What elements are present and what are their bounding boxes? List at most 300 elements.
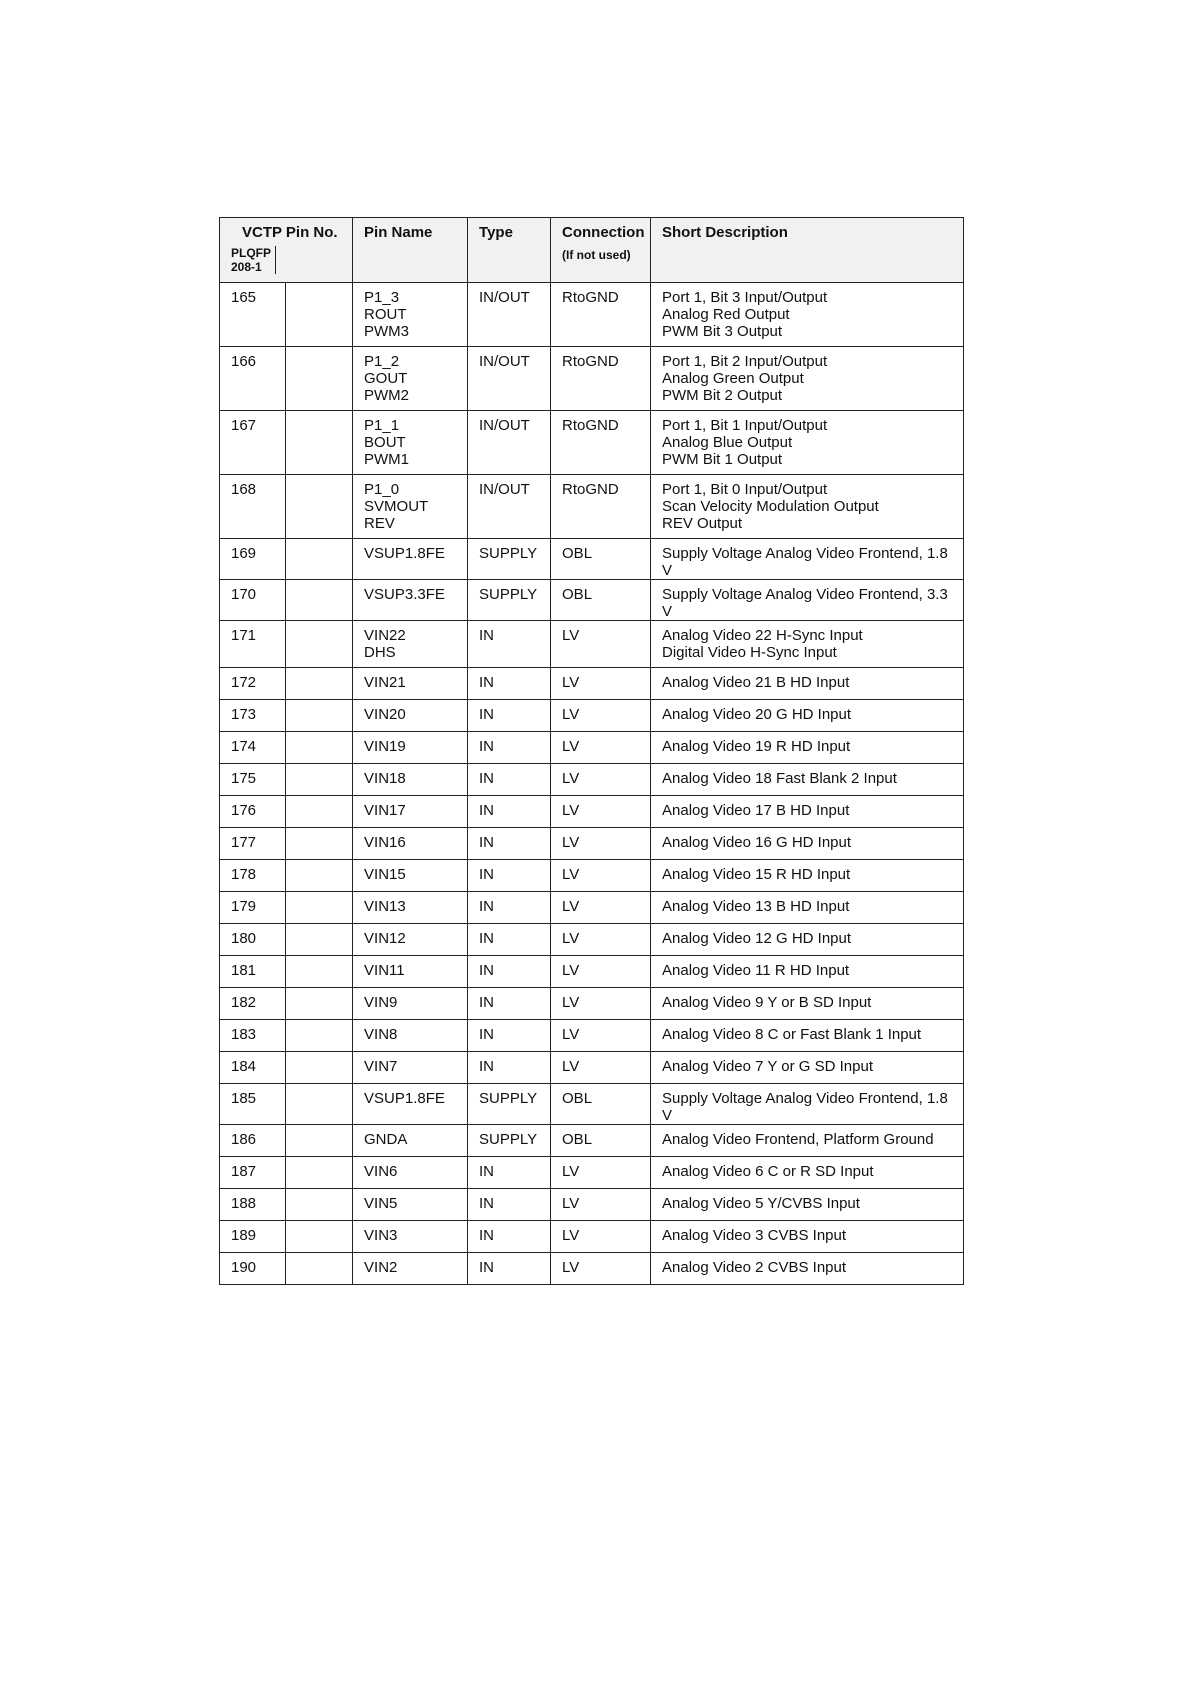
pin-number-text: 182 <box>231 994 257 1011</box>
type-text: IN <box>479 962 495 979</box>
header-connection-label: Connection <box>562 224 645 241</box>
table-row <box>220 475 964 539</box>
plqfp-blank-cell <box>286 1189 353 1221</box>
type-cell <box>468 1189 551 1221</box>
type-text: IN <box>479 706 495 723</box>
type-text: IN <box>479 1058 495 1075</box>
pin-number-cell <box>220 668 286 700</box>
pin-name-cell <box>353 1189 468 1221</box>
pin-number-cell <box>220 828 286 860</box>
pin-name-text: VIN7 <box>364 1058 398 1075</box>
description-cell <box>651 732 964 764</box>
pin-number-cell <box>220 764 286 796</box>
pin-number-text: 190 <box>231 1259 257 1276</box>
pin-number-cell <box>220 621 286 668</box>
description-text: Analog Video 21 B HD Input <box>662 674 850 691</box>
type-cell <box>468 988 551 1020</box>
pin-number-cell <box>220 1125 286 1157</box>
pin-name-cell <box>353 892 468 924</box>
type-cell <box>468 796 551 828</box>
connection-text: LV <box>562 930 580 947</box>
type-text: IN <box>479 930 495 947</box>
connection-cell <box>551 988 651 1020</box>
connection-cell <box>551 668 651 700</box>
pin-name-text: VIN9 <box>364 994 398 1011</box>
plqfp-blank-cell <box>286 700 353 732</box>
pin-name-cell <box>353 347 468 411</box>
pin-number-cell <box>220 860 286 892</box>
pin-number-text: 175 <box>231 770 257 787</box>
pin-name-text: VIN16 <box>364 834 406 851</box>
connection-text: LV <box>562 1163 580 1180</box>
type-text: IN <box>479 738 495 755</box>
pin-number-cell <box>220 539 286 580</box>
description-text: Supply Voltage Analog Video Frontend, 1.8 V <box>662 545 948 579</box>
type-cell <box>468 283 551 347</box>
type-cell <box>468 924 551 956</box>
plqfp-blank-cell <box>286 892 353 924</box>
type-text: IN/OUT <box>479 289 530 306</box>
plqfp-blank-cell <box>286 1125 353 1157</box>
pin-name-text: P1_2 GOUT PWM2 <box>364 353 410 404</box>
header-plqfp-label: PLQFP 208-1 <box>231 246 276 274</box>
description-cell <box>651 828 964 860</box>
description-cell <box>651 1052 964 1084</box>
description-cell <box>651 700 964 732</box>
pin-number-cell <box>220 347 286 411</box>
pin-name-cell <box>353 1157 468 1189</box>
description-text: Analog Video 19 R HD Input <box>662 738 851 755</box>
pin-name-cell <box>353 668 468 700</box>
pin-name-text: P1_3 ROUT PWM3 <box>364 289 410 340</box>
header-row <box>220 218 964 283</box>
pin-name-text: VIN3 <box>364 1227 398 1244</box>
pin-number-text: 185 <box>231 1090 257 1107</box>
pin-name-cell <box>353 1052 468 1084</box>
pin-number-text: 183 <box>231 1026 257 1043</box>
connection-cell <box>551 796 651 828</box>
pin-name-cell <box>353 1221 468 1253</box>
pin-number-cell <box>220 924 286 956</box>
description-text: Analog Video 16 G HD Input <box>662 834 852 851</box>
connection-cell <box>551 1157 651 1189</box>
table-row <box>220 828 964 860</box>
table-row <box>220 1157 964 1189</box>
plqfp-blank-cell <box>286 539 353 580</box>
plqfp-blank-cell <box>286 860 353 892</box>
connection-text: LV <box>562 898 580 915</box>
pin-number-text: 186 <box>231 1131 257 1148</box>
description-text: Supply Voltage Analog Video Frontend, 1.8 V <box>662 1090 948 1124</box>
description-text: Port 1, Bit 3 Input/Output Analog Red Output PWM Bit 3 Output <box>662 289 828 340</box>
type-cell <box>468 1052 551 1084</box>
header-connection-sub: (If not used) <box>562 248 631 262</box>
connection-text: LV <box>562 674 580 691</box>
description-cell <box>651 621 964 668</box>
type-text: IN/OUT <box>479 417 530 434</box>
plqfp-blank-cell <box>286 475 353 539</box>
connection-cell <box>551 764 651 796</box>
type-cell <box>468 1125 551 1157</box>
pin-name-text: P1_1 BOUT PWM1 <box>364 417 410 468</box>
connection-cell <box>551 475 651 539</box>
header-short-description: Short Description <box>651 218 964 283</box>
connection-text: LV <box>562 627 580 644</box>
pin-number-text: 174 <box>231 738 257 755</box>
connection-cell <box>551 828 651 860</box>
description-cell <box>651 411 964 475</box>
type-cell <box>468 732 551 764</box>
connection-cell <box>551 411 651 475</box>
pin-number-text: 169 <box>231 545 257 562</box>
table-row <box>220 796 964 828</box>
pin-name-text: VSUP1.8FE <box>364 1090 445 1107</box>
description-cell <box>651 475 964 539</box>
type-text: IN <box>479 834 495 851</box>
pin-number-text: 184 <box>231 1058 257 1075</box>
pin-name-text: VSUP1.8FE <box>364 545 445 562</box>
table-row <box>220 860 964 892</box>
type-text: IN <box>479 1259 495 1276</box>
connection-cell <box>551 1125 651 1157</box>
type-cell <box>468 580 551 621</box>
pin-number-cell <box>220 1084 286 1125</box>
table-row <box>220 1125 964 1157</box>
connection-text: RtoGND <box>562 289 619 306</box>
plqfp-blank-cell <box>286 1084 353 1125</box>
connection-text: LV <box>562 866 580 883</box>
plqfp-blank-cell <box>286 1157 353 1189</box>
type-cell <box>468 1253 551 1285</box>
plqfp-blank-cell <box>286 1052 353 1084</box>
description-cell <box>651 796 964 828</box>
table-row <box>220 892 964 924</box>
header-vctp-pin-no <box>220 218 353 283</box>
type-text: IN <box>479 627 495 644</box>
pin-number-text: 179 <box>231 898 257 915</box>
pin-name-text: VIN8 <box>364 1026 398 1043</box>
pin-name-cell <box>353 732 468 764</box>
connection-text: LV <box>562 706 580 723</box>
pin-name-cell <box>353 1253 468 1285</box>
pin-table <box>219 217 964 1285</box>
connection-cell <box>551 700 651 732</box>
description-cell <box>651 1221 964 1253</box>
description-text: Analog Video 17 B HD Input <box>662 802 850 819</box>
pin-name-cell <box>353 283 468 347</box>
description-text: Analog Video 7 Y or G SD Input <box>662 1058 873 1075</box>
pin-number-cell <box>220 1221 286 1253</box>
table-row <box>220 732 964 764</box>
pin-number-cell <box>220 956 286 988</box>
plqfp-blank-cell <box>286 283 353 347</box>
type-cell <box>468 1084 551 1125</box>
description-cell <box>651 956 964 988</box>
connection-cell <box>551 1052 651 1084</box>
header-type: Type <box>468 218 551 283</box>
description-text: Analog Video 12 G HD Input <box>662 930 852 947</box>
pin-number-cell <box>220 1020 286 1052</box>
type-text: SUPPLY <box>479 586 538 603</box>
table-row <box>220 1189 964 1221</box>
connection-cell <box>551 1221 651 1253</box>
connection-cell <box>551 732 651 764</box>
pin-name-text: VIN17 <box>364 802 406 819</box>
description-text: Port 1, Bit 0 Input/Output Scan Velocity Modulation Output REV Output <box>662 481 879 532</box>
plqfp-blank-cell <box>286 621 353 668</box>
type-cell <box>468 892 551 924</box>
description-cell <box>651 1084 964 1125</box>
pin-name-cell <box>353 796 468 828</box>
plqfp-blank-cell <box>286 764 353 796</box>
pin-name-text: VIN2 <box>364 1259 398 1276</box>
type-cell <box>468 700 551 732</box>
connection-text: LV <box>562 994 580 1011</box>
pin-number-text: 176 <box>231 802 257 819</box>
table-row <box>220 764 964 796</box>
connection-cell <box>551 892 651 924</box>
pin-name-text: VIN12 <box>364 930 406 947</box>
plqfp-blank-cell <box>286 956 353 988</box>
description-text: Analog Video 22 H-Sync Input Digital Video H-Sync Input <box>662 627 863 661</box>
table-row <box>220 1253 964 1285</box>
plqfp-blank-cell <box>286 1221 353 1253</box>
plqfp-blank-cell <box>286 1253 353 1285</box>
connection-cell <box>551 1189 651 1221</box>
pin-number-cell <box>220 892 286 924</box>
connection-cell <box>551 621 651 668</box>
description-cell <box>651 924 964 956</box>
pin-name-cell <box>353 1125 468 1157</box>
type-cell <box>468 860 551 892</box>
description-text: Analog Video 3 CVBS Input <box>662 1227 847 1244</box>
connection-text: OBL <box>562 545 593 562</box>
pin-number-text: 167 <box>231 417 257 434</box>
type-text: SUPPLY <box>479 1090 538 1107</box>
plqfp-blank-cell <box>286 347 353 411</box>
description-cell <box>651 539 964 580</box>
table-row <box>220 1084 964 1125</box>
connection-text: LV <box>562 802 580 819</box>
description-cell <box>651 1253 964 1285</box>
pin-number-cell <box>220 1189 286 1221</box>
pin-name-cell <box>353 764 468 796</box>
pin-name-cell <box>353 700 468 732</box>
description-text: Supply Voltage Analog Video Frontend, 3.3 V <box>662 586 948 620</box>
description-cell <box>651 764 964 796</box>
connection-cell <box>551 860 651 892</box>
connection-text: RtoGND <box>562 481 619 498</box>
pin-number-text: 165 <box>231 289 257 306</box>
pin-name-text: VIN5 <box>364 1195 398 1212</box>
pin-number-text: 177 <box>231 834 257 851</box>
description-text: Analog Video 2 CVBS Input <box>662 1259 847 1276</box>
table-row <box>220 1052 964 1084</box>
plqfp-blank-cell <box>286 580 353 621</box>
type-cell <box>468 347 551 411</box>
connection-text: LV <box>562 1227 580 1244</box>
connection-text: OBL <box>562 586 593 603</box>
type-text: IN/OUT <box>479 353 530 370</box>
pin-number-text: 170 <box>231 586 257 603</box>
connection-cell <box>551 1253 651 1285</box>
connection-cell <box>551 956 651 988</box>
pin-name-cell <box>353 956 468 988</box>
pin-name-text: GNDA <box>364 1131 408 1148</box>
description-text: Analog Video 18 Fast Blank 2 Input <box>662 770 897 787</box>
table-row <box>220 621 964 668</box>
type-text: IN <box>479 994 495 1011</box>
pin-number-text: 172 <box>231 674 257 691</box>
plqfp-blank-cell <box>286 828 353 860</box>
plqfp-blank-cell <box>286 988 353 1020</box>
pin-name-cell <box>353 580 468 621</box>
description-cell <box>651 283 964 347</box>
description-text: Port 1, Bit 2 Input/Output Analog Green Output PWM Bit 2 Output <box>662 353 828 404</box>
pin-name-text: VIN19 <box>364 738 406 755</box>
table-row <box>220 283 964 347</box>
pin-name-cell <box>353 988 468 1020</box>
header-pin-name: Pin Name <box>353 218 468 283</box>
table-row <box>220 668 964 700</box>
type-cell <box>468 1157 551 1189</box>
description-text: Analog Video 5 Y/CVBS Input <box>662 1195 860 1212</box>
pin-number-cell <box>220 283 286 347</box>
pin-name-text: VSUP3.3FE <box>364 586 445 603</box>
type-cell <box>468 475 551 539</box>
connection-text: OBL <box>562 1131 593 1148</box>
pin-number-text: 171 <box>231 627 257 644</box>
type-text: IN <box>479 802 495 819</box>
pin-number-text: 188 <box>231 1195 257 1212</box>
type-text: IN <box>479 674 495 691</box>
pin-name-cell <box>353 1084 468 1125</box>
connection-cell <box>551 283 651 347</box>
type-text: IN/OUT <box>479 481 530 498</box>
type-text: SUPPLY <box>479 545 538 562</box>
connection-text: LV <box>562 1058 580 1075</box>
pin-name-cell <box>353 475 468 539</box>
plqfp-blank-cell <box>286 411 353 475</box>
pin-name-cell <box>353 860 468 892</box>
pin-number-cell <box>220 411 286 475</box>
type-cell <box>468 764 551 796</box>
pin-name-cell <box>353 539 468 580</box>
connection-cell <box>551 347 651 411</box>
type-cell <box>468 539 551 580</box>
type-cell <box>468 668 551 700</box>
description-cell <box>651 988 964 1020</box>
type-text: SUPPLY <box>479 1131 538 1148</box>
connection-text: LV <box>562 738 580 755</box>
connection-text: LV <box>562 834 580 851</box>
plqfp-blank-cell <box>286 732 353 764</box>
description-cell <box>651 580 964 621</box>
type-text: IN <box>479 866 495 883</box>
description-cell <box>651 1157 964 1189</box>
pin-number-cell <box>220 700 286 732</box>
description-text: Analog Video 13 B HD Input <box>662 898 850 915</box>
pin-number-text: 178 <box>231 866 257 883</box>
plqfp-blank-cell <box>286 668 353 700</box>
type-cell <box>468 1020 551 1052</box>
table-row <box>220 347 964 411</box>
type-cell <box>468 1221 551 1253</box>
description-text: Analog Video 20 G HD Input <box>662 706 852 723</box>
connection-text: LV <box>562 1195 580 1212</box>
description-cell <box>651 1020 964 1052</box>
description-cell <box>651 668 964 700</box>
type-cell <box>468 828 551 860</box>
pin-number-text: 180 <box>231 930 257 947</box>
description-text: Analog Video Frontend, Platform Ground <box>662 1131 934 1148</box>
pin-number-text: 168 <box>231 481 257 498</box>
description-text: Analog Video 9 Y or B SD Input <box>662 994 872 1011</box>
pin-name-text: VIN22 DHS <box>364 627 406 661</box>
pin-name-text: VIN11 <box>364 962 405 979</box>
pin-number-text: 187 <box>231 1163 257 1180</box>
type-text: IN <box>479 1163 495 1180</box>
connection-text: LV <box>562 770 580 787</box>
connection-text: RtoGND <box>562 417 619 434</box>
description-cell <box>651 1189 964 1221</box>
connection-cell <box>551 1020 651 1052</box>
table-row <box>220 988 964 1020</box>
table-row <box>220 411 964 475</box>
table-row <box>220 924 964 956</box>
type-cell <box>468 956 551 988</box>
pin-name-cell <box>353 1020 468 1052</box>
connection-text: OBL <box>562 1090 593 1107</box>
plqfp-blank-cell <box>286 796 353 828</box>
connection-text: LV <box>562 1026 580 1043</box>
type-cell <box>468 411 551 475</box>
description-text: Analog Video 6 C or R SD Input <box>662 1163 874 1180</box>
description-cell <box>651 347 964 411</box>
pin-rows <box>220 283 964 1285</box>
pin-number-cell <box>220 988 286 1020</box>
pin-name-text: VIN15 <box>364 866 406 883</box>
table-row <box>220 539 964 580</box>
pin-name-text: VIN21 <box>364 674 406 691</box>
description-text: Analog Video 11 R HD Input <box>662 962 850 979</box>
description-cell <box>651 1125 964 1157</box>
table-row <box>220 580 964 621</box>
pin-name-text: VIN6 <box>364 1163 398 1180</box>
table-row <box>220 956 964 988</box>
pin-number-cell <box>220 1052 286 1084</box>
pin-number-cell <box>220 1157 286 1189</box>
pin-number-cell <box>220 580 286 621</box>
pin-name-text: VIN20 <box>364 706 406 723</box>
type-cell <box>468 621 551 668</box>
description-text: Analog Video 15 R HD Input <box>662 866 851 883</box>
connection-text: RtoGND <box>562 353 619 370</box>
pin-number-text: 189 <box>231 1227 257 1244</box>
description-text: Port 1, Bit 1 Input/Output Analog Blue Output PWM Bit 1 Output <box>662 417 828 468</box>
description-text: Analog Video 8 C or Fast Blank 1 Input <box>662 1026 922 1043</box>
pin-number-text: 173 <box>231 706 257 723</box>
header-connection <box>551 218 651 283</box>
connection-text: LV <box>562 962 580 979</box>
pin-name-text: P1_0 SVMOUT REV <box>364 481 429 532</box>
connection-text: LV <box>562 1259 580 1276</box>
table-row <box>220 700 964 732</box>
connection-cell <box>551 1084 651 1125</box>
table-row <box>220 1020 964 1052</box>
pin-name-cell <box>353 621 468 668</box>
pin-name-cell <box>353 924 468 956</box>
